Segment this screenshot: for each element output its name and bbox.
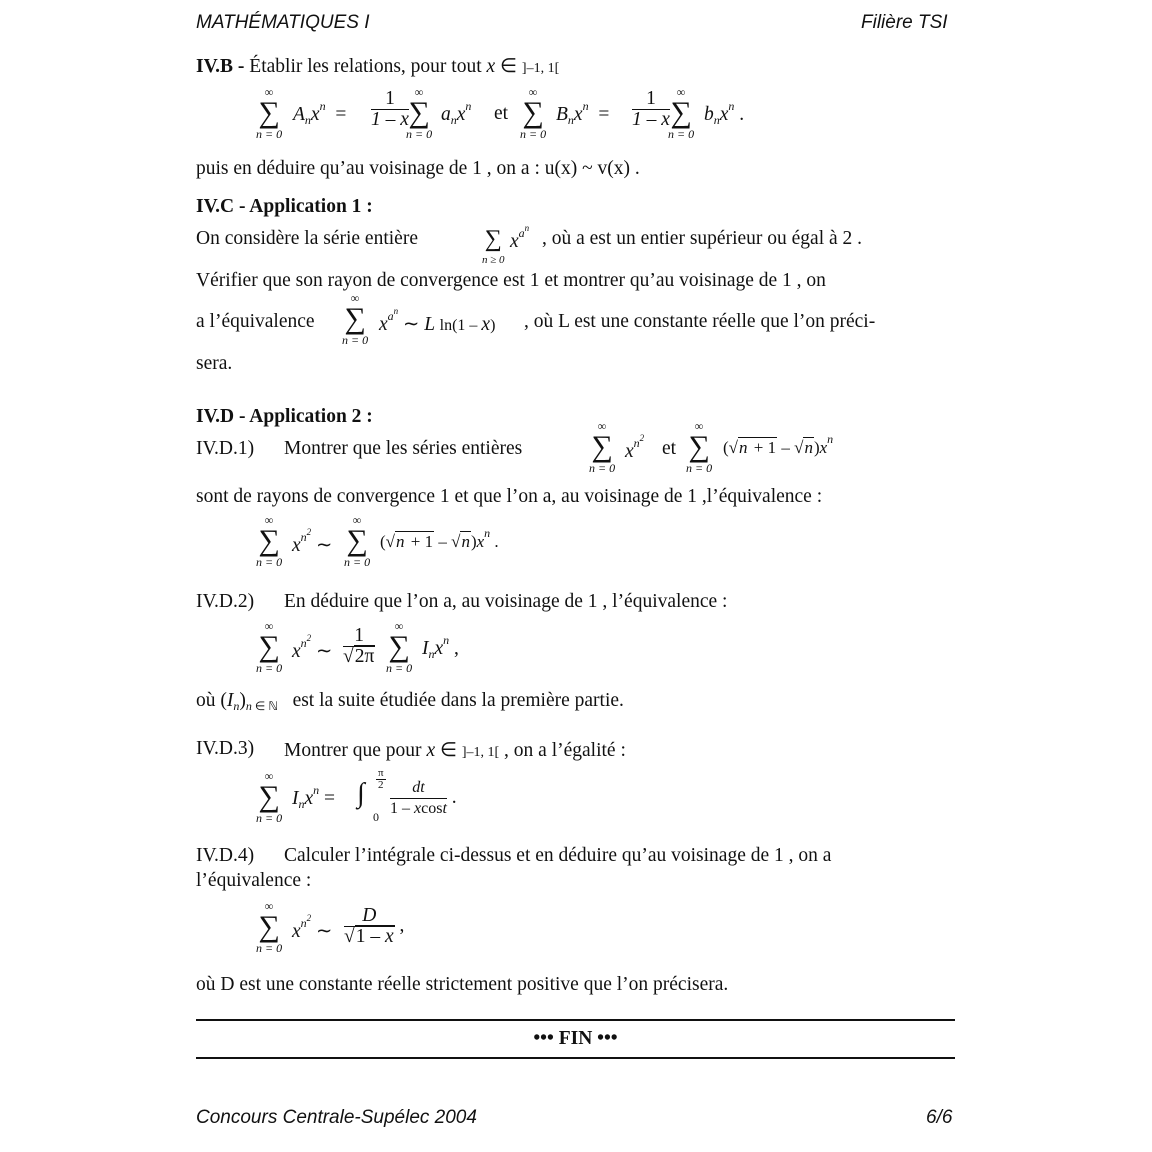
ivd2-formula: ∞ ∑ n = 0 $x^{n^2}$ ∼ $\frac{1}{√2\pi}$ ∞ ∑ n = 0 $I_nx^n$ , [256, 619, 459, 675]
ivb-conclusion: puis en déduire qu’au voisinage de 1 , on a : u(x) ~ v(x) . [196, 158, 640, 179]
ivb-text: Établir les relations, pour tout [249, 56, 482, 77]
footer-left: Concours Centrale-Supélec 2004 [196, 1107, 477, 1128]
ivc-line2: Vérifier que son rayon de convergence est 1 et montrer qu’au voisinage de 1 , on [196, 270, 826, 291]
ivd2-line: IV.D.2) En déduire que l’on a, au voisinage de 1 , l’équivalence : [196, 591, 728, 612]
ivb-domain: ]–1, 1[ [521, 61, 560, 76]
ivd2-after: où $(I_n)_{n \in ℕ}$ est la suite étudiée dans la première partie. [196, 690, 624, 713]
ivc-title: IV.C - Application 1 : [196, 196, 373, 217]
end-rule-top [196, 1019, 955, 1021]
ivd4-after: où D est une constante réelle strictement positive que l’on précisera. [196, 974, 729, 995]
end-marker: ••• FIN ••• [533, 1028, 618, 1049]
ivd4-text2: l’équivalence : [196, 870, 312, 891]
footer-right: 6/6 [926, 1107, 953, 1128]
ivc-line3: a l’équivalence ∞ ∑ n = 0 $x^{a^n}$ ∼ L ln(1 – x) , où L est une constante réelle que l’on préci- [196, 291, 876, 347]
ivd-title: IV.D - Application 2 : [196, 406, 373, 427]
ivd1-line: IV.D.1) Montrer que les séries entières ∞ ∑ n = 0 $x^{n^2}$ et ∞ ∑ n = 0 $(√n + 1 - √n)x^n$ [196, 419, 834, 475]
ivc-line1: On considère la série entière ∑ n ≥ 0 $x^{a^n}$ , où a est un entier supérieur ou égal à 2 . [196, 223, 863, 266]
end-rule-bottom [196, 1057, 955, 1059]
ivd1-text2: sont de rayons de convergence 1 et que l’on a, au voisinage de 1 ,l’équivalence : [196, 486, 823, 507]
ivd1-formula: ∞ ∑ n = 0 $x^{n^2}$ ∼ ∞ ∑ n = 0 $(√n + 1 - √n)x^n$ . [256, 513, 499, 569]
header-right: Filière TSI [861, 12, 948, 33]
ivd3-line: IV.D.3) Montrer que pour x ∈ ]–1, 1[ , on a l’égalité : [196, 738, 626, 761]
ivb-line: IV.B - Établir les relations, pour tout x ∈ ]–1, 1[ [196, 56, 560, 77]
ivb-label: IV.B - [196, 56, 245, 77]
and-word: et [494, 103, 509, 124]
ivb-formula: ∞ ∑ n = 0 $A_nx^n$ = $\frac{1}{1 - x}$ ∞ ∑ n = 0 $a_nx^n$ et ∞ ∑ n = 0 $B_nx^n$ = $\frac{1}{1 - x}$ ∞ ∑ n = 0 $b_nx^n$ . [256, 85, 745, 141]
ivd3-formula: ∞ ∑ n = 0 $I_nx^n$ = ∫ $\frac{\pi}{2}$ 0 $\frac{dt}{1 - xcost}$ . [256, 767, 457, 825]
ivd4-line: IV.D.4) Calculer l’intégrale ci-dessus et en déduire qu’au voisinage de 1 , on a [196, 845, 832, 866]
ivc-line4: sera. [196, 353, 233, 374]
header-left: MATHÉMATIQUES I [196, 12, 370, 33]
ivd4-formula: ∞ ∑ n = 0 $x^{n^2}$ ∼ $\frac{D}{√1 - x}$ , [256, 899, 405, 955]
